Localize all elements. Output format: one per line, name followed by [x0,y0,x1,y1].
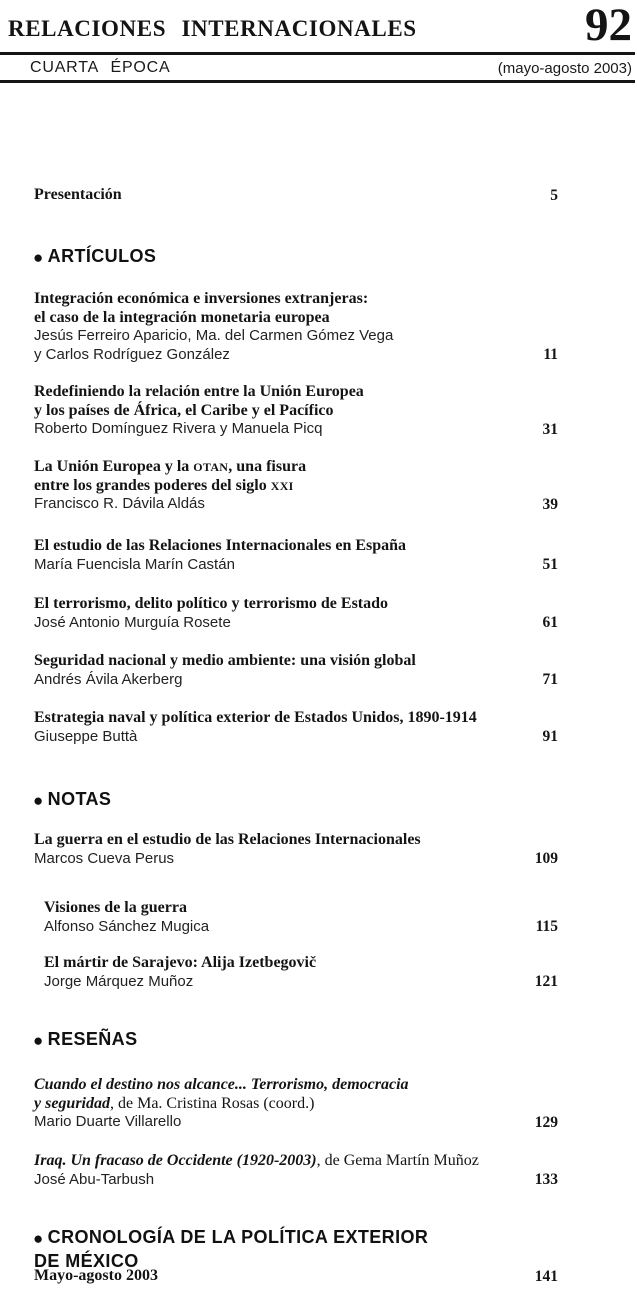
section-heading-notas [33,788,593,812]
entry-author-line: María Fuencisla Marín Castán [34,555,235,573]
toc-entry-resena-2 [34,1152,558,1189]
toc-entry-articulo-7 [34,709,558,746]
page-number: 51 [542,556,558,573]
book-title-text: y seguridad [34,1094,110,1112]
entry-title-line: El mártir de Sarajevo: Alija Izetbegovič [44,954,317,971]
bullet-icon: ● [33,791,44,810]
entry-title-line: La guerra en el estudio de las Relaciones Internacionales [34,831,421,848]
page-number: 115 [535,918,558,935]
entry-title-line: Redefiniendo la relación entre la Unión Europea [34,383,364,400]
page-number: 133 [534,1171,558,1188]
entry-title-line [34,458,558,477]
toc-entry-articulo-1 [34,290,558,364]
bullet-icon: ● [33,1229,44,1248]
entry-author-line: José Abu-Tarbush [34,1170,155,1188]
toc-entry-nota-3 [44,954,558,991]
toc-entry-articulo-5 [34,595,558,632]
entry-author-line: Marcos Cueva Perus [34,849,175,867]
section-label-line [33,1226,593,1250]
entry-title-line: El terrorismo, delito político y terrorismo de Estado [34,595,389,612]
toc-entry-articulo-2 [34,383,558,439]
book-title-text: Iraq. Un fracaso de Occidente (1920-2003) [34,1152,317,1169]
page-number: 141 [534,1267,558,1285]
section-label: CRONOLOGÍA DE LA POLÍTICA EXTERIOR [47,1227,429,1247]
period-label: (mayo-agosto 2003) [497,60,632,77]
toc-entry-nota-1 [34,831,558,868]
entry-title-line: El estudio de las Relaciones Internacionales en España [34,537,407,554]
toc-entry-articulo-6 [34,652,558,689]
entry-title-line: y los países de África, el Caribe y el Pacífico [34,401,334,419]
book-editor-text: , de Gema Martín Muñoz [316,1152,479,1169]
entry-author-line: Giuseppe Buttà [34,727,138,745]
entry-title: Presentación [34,186,122,203]
entry-author-line: Andrés Ávila Akerberg [34,670,183,688]
entry-author-line: Jorge Márquez Muñoz [44,972,194,990]
section-label: RESEÑAS [47,1029,138,1049]
section-label-line: DE MÉXICO [34,1251,139,1271]
entry-title-line: Estrategia naval y política exterior de Estados Unidos, 1890-1914 [34,709,477,726]
smallcaps-text: XXI [270,478,294,493]
section-label: ARTÍCULOS [47,246,157,266]
title-text: , una fisura [228,458,307,475]
entry-title-line [34,1152,558,1171]
entry-author-line: Roberto Domínguez Rivera y Manuela Picq [34,420,323,437]
page-number: 5 [550,186,558,204]
entry-title-line: el caso de la integración monetaria europea [34,308,330,326]
entry-title-line: Visiones de la guerra [44,899,187,916]
issue-number: 92 [585,0,632,51]
entry-author-line: y Carlos Rodríguez González [34,345,230,363]
page-number: 129 [534,1113,558,1131]
toc-entry-resena-1 [34,1076,558,1132]
entry-author-line: Francisco R. Dávila Aldás [34,495,205,512]
journal-title: RELACIONES INTERNACIONALES [8,16,417,41]
entry-title-line: Integración económica e inversiones extranjeras: [34,290,369,307]
entry-title-line: Cuando el destino nos alcance... Terrorismo, democracia [34,1076,409,1093]
toc-entry-presentacion [34,186,558,205]
header-rule-bottom [0,80,635,83]
toc-entry-nota-2 [44,899,558,936]
toc-entry-articulo-4 [34,537,558,574]
entry-title-line: Mayo-agosto 2003 [34,1267,158,1284]
smallcaps-text: OTAN [193,460,229,474]
entry-title-line: Seguridad nacional y medio ambiente: una visión global [34,652,416,669]
toc-entry-cronologia [34,1267,558,1286]
bullet-icon: ● [33,248,44,267]
book-editor-text: , de Ma. Cristina Rosas (coord.) [110,1094,315,1112]
title-text: entre los grandes poderes del siglo [34,476,271,494]
section-label: NOTAS [47,789,112,809]
entry-title-line [34,477,558,496]
section-heading-cronologia [33,1226,593,1273]
header-rule-top [0,52,635,55]
page-number: 39 [542,495,558,513]
epoch-label: CUARTA ÉPOCA [30,59,171,76]
page-number: 31 [542,420,558,438]
section-heading-articulos [33,245,593,269]
entry-author-line: José Antonio Murguía Rosete [34,613,231,631]
page-number: 109 [534,850,558,867]
entry-author-line: Jesús Ferreiro Aparicio, Ma. del Carmen Gómez Vega [34,327,394,344]
entry-title-line [34,1095,558,1114]
page-number: 71 [542,671,558,688]
bullet-icon: ● [33,1031,44,1050]
toc-entry-articulo-3 [34,458,558,514]
entry-author-line: Alfonso Sánchez Mugica [44,917,210,935]
page-number: 11 [543,346,558,363]
page-number: 91 [542,728,558,745]
title-text: La Unión Europea y la [34,458,194,475]
page-number: 61 [542,614,558,631]
page-number: 121 [534,973,558,990]
entry-author-line: Mario Duarte Villarello [34,1113,182,1130]
section-heading-resenas [33,1028,593,1052]
